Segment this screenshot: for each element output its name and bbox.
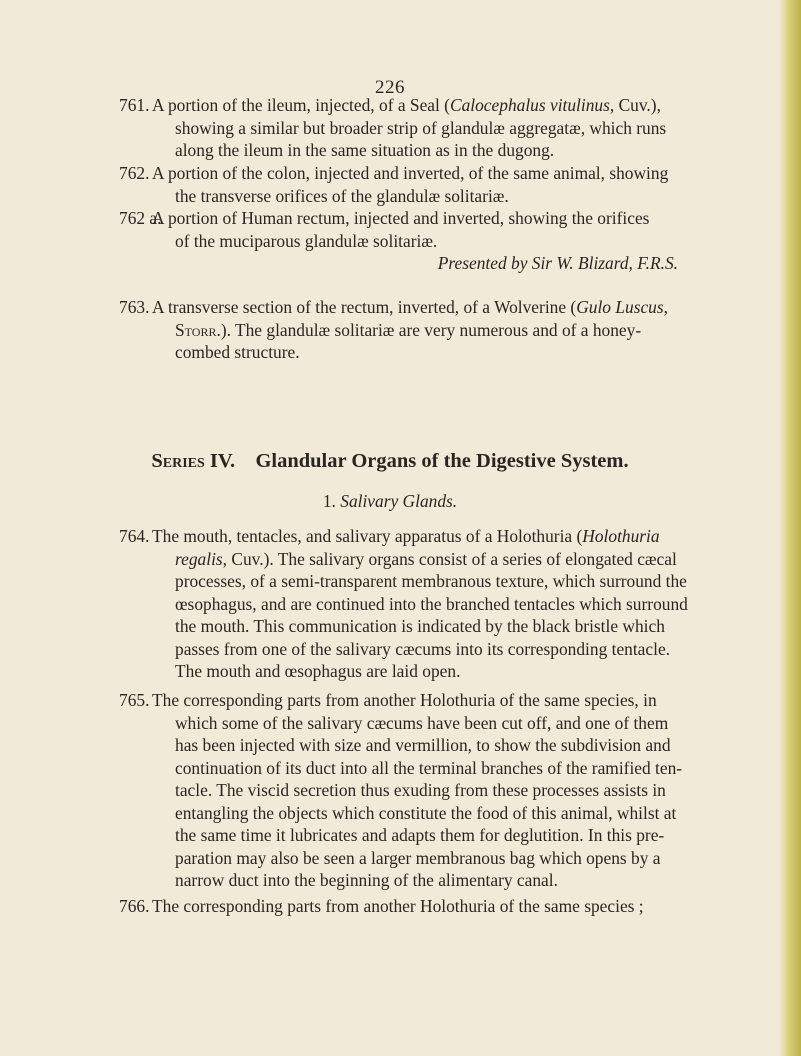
- entry-text: has been injected with size and vermillion, to show the subdivision and: [175, 735, 671, 755]
- entry-line: [152, 296, 678, 319]
- entry-line: [175, 341, 678, 364]
- entry-line: [175, 869, 678, 892]
- subsection-heading: [0, 491, 780, 512]
- entry-number: 766.: [119, 896, 150, 916]
- entry-line: [175, 824, 678, 847]
- entry-text: Storr.: [175, 319, 221, 340]
- entry-line: [175, 802, 678, 825]
- entry-text: The corresponding parts from another Holothuria of the same species, in: [152, 690, 657, 710]
- entry-line: [152, 94, 678, 117]
- entry-text: narrow duct into the beginning of the alimentary canal.: [175, 870, 558, 890]
- entry-text: continuation of its duct into all the terminal branches of the ramified ten-: [175, 757, 683, 778]
- entry-line: [175, 757, 683, 780]
- entry-text: tacle. The viscid secretion thus exuding from these processes assists in: [175, 780, 666, 800]
- entry-text: A portion of Human rectum, injected and inverted, showing the orifices: [152, 208, 650, 228]
- catalogue-entry: [119, 296, 678, 364]
- entry-number: 762.: [119, 163, 150, 183]
- entry-line: [152, 207, 678, 230]
- entry-text: The mouth, tentacles, and salivary apparatus of a Holothuria (: [152, 526, 583, 546]
- italic-text: Gulo Luscus: [576, 297, 664, 317]
- subsection-number: 1.: [322, 491, 336, 511]
- entry-line: [152, 525, 678, 548]
- catalogue-entry: [119, 525, 688, 683]
- entry-text: of the muciparous glandulæ solitariæ.: [175, 230, 438, 251]
- entry-number: 762 a.: [119, 208, 162, 228]
- entry-line: [175, 734, 678, 757]
- entry-line: [175, 570, 687, 593]
- subsection-title: Salivary Glands.: [340, 491, 458, 511]
- series-title: Glandular Organs of the Digestive System.: [255, 450, 629, 472]
- entry-number: 765.: [119, 690, 150, 710]
- entry-line: [175, 117, 678, 140]
- entry-line: [152, 162, 678, 185]
- entry-text: ). The glandulæ solitariæ are very numerous and of a honey-: [220, 319, 642, 340]
- entry-text: , Cuv.),: [609, 95, 661, 115]
- entry-text: A portion of the colon, injected and inverted, of the same animal, showing: [152, 163, 669, 183]
- entry-line: [152, 895, 678, 918]
- catalogue-entry: [119, 162, 678, 207]
- entry-text: A portion of the ileum, injected, of a Seal (: [152, 95, 450, 115]
- series-label: Series IV.: [151, 450, 236, 472]
- entry-text: the transverse orifices of the glandulæ solitariæ.: [175, 185, 509, 206]
- entry-number: 764.: [119, 526, 150, 546]
- entry-text: entangling the objects which constitute the food of this animal, whilst at: [175, 802, 677, 823]
- entry-line: [175, 779, 678, 802]
- entry-line: [175, 660, 678, 683]
- entry-text: ,: [663, 297, 669, 317]
- entry-text: processes, of a semi-transparent membranous texture, which surround the: [175, 571, 687, 591]
- entry-text: paration may also be seen a larger membranous bag which opens by a: [175, 847, 661, 868]
- catalogue-entry: [119, 689, 683, 892]
- entry-line: [175, 548, 678, 571]
- entry-text: passes from one of the salivary cæcums into its corresponding tentacle.: [175, 638, 671, 659]
- entry-number: 761.: [119, 95, 150, 115]
- entry-text: The mouth and œsophagus are laid open.: [175, 661, 461, 681]
- entry-line: [175, 139, 678, 162]
- entry-text: œsophagus, and are continued into the branched tentacles which surround: [175, 593, 688, 614]
- series-heading: [0, 450, 780, 473]
- entry-line: [175, 712, 678, 735]
- entry-text: the mouth. This communication is indicated by the black bristle which: [175, 616, 665, 636]
- catalogue-entry: [119, 94, 678, 162]
- entry-line: [175, 319, 678, 342]
- entry-line: [175, 615, 678, 638]
- italic-text: Calocephalus vitulinus: [449, 95, 610, 115]
- entry-line: [175, 593, 688, 616]
- entry-line: [175, 847, 678, 870]
- entry-text: along the ileum in the same situation as in the dugong.: [175, 140, 555, 160]
- presented-by-credit: Presented by Sir W. Blizard, F.R.S.: [437, 253, 678, 273]
- page-number: 226: [375, 77, 405, 98]
- entry-text: A transverse section of the rectum, inverted, of a Wolverine (: [152, 297, 577, 317]
- entry-text: , Cuv.). The salivary organs consist of a series of elongated cæcal: [222, 548, 677, 569]
- entry-text: which some of the salivary cæcums have been cut off, and one of them: [175, 712, 669, 733]
- catalogue-entry: [119, 207, 678, 275]
- italic-text: regalis: [175, 548, 223, 569]
- entry-text: The corresponding parts from another Holothuria of the same species ;: [152, 896, 644, 916]
- entry-line: [175, 230, 678, 253]
- catalogue-entry: [119, 895, 678, 918]
- entry-text: showing a similar but broader strip of glandulæ aggregatæ, which runs: [175, 117, 667, 138]
- page-edge-shadow: [779, 0, 801, 1056]
- entry-line: [152, 689, 678, 712]
- italic-text: Holothuria: [582, 526, 660, 546]
- entry-number: 763.: [119, 297, 150, 317]
- entry-text: combed structure.: [175, 342, 300, 362]
- entry-line: [175, 185, 678, 208]
- entry-line: [175, 638, 678, 661]
- entry-text: the same time it lubricates and adapts them for deglutition. In this pre-: [175, 825, 665, 845]
